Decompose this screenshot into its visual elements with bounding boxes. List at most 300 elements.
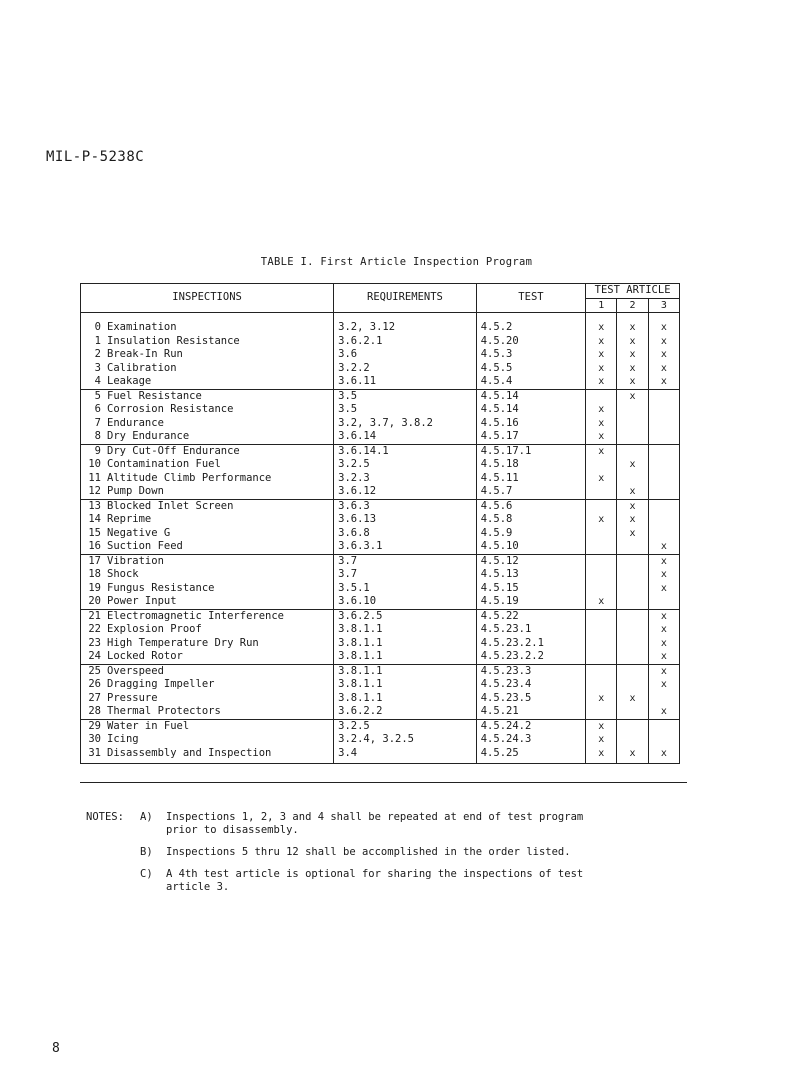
test-cell: 4.5.24.2 xyxy=(476,719,585,733)
inspection-name: Shock xyxy=(107,568,139,580)
inspection-number: 25 xyxy=(88,664,101,677)
inspection-number: 19 xyxy=(88,581,101,594)
requirement-cell: 3.4 xyxy=(334,747,477,764)
inspection-cell xyxy=(81,595,334,609)
inspection-cell xyxy=(81,389,334,403)
article-3-mark: x xyxy=(648,568,679,582)
article-2-mark: x xyxy=(617,375,648,389)
requirement-cell: 3.5.1 xyxy=(334,582,477,596)
requirement-cell: 3.6.14 xyxy=(334,430,477,444)
table-row xyxy=(81,348,680,362)
test-cell: 4.5.23.1 xyxy=(476,623,585,637)
inspection-number: 9 xyxy=(94,444,101,457)
inspection-name: Locked Rotor xyxy=(107,650,183,662)
table-row xyxy=(81,499,680,513)
note-b xyxy=(86,846,583,859)
article-3-mark: x xyxy=(648,623,679,637)
article-1-mark xyxy=(586,637,617,651)
article-2-mark: x xyxy=(617,747,648,764)
table-row xyxy=(81,692,680,706)
inspection-number: 1 xyxy=(94,334,101,347)
requirement-cell: 3.2, 3.12 xyxy=(334,321,477,335)
article-3-mark: x xyxy=(648,540,679,554)
table-row xyxy=(81,335,680,349)
table-row xyxy=(81,609,680,623)
article-2-mark xyxy=(617,403,648,417)
article-2-mark xyxy=(617,595,648,609)
inspection-cell xyxy=(81,678,334,692)
test-cell: 4.5.7 xyxy=(476,485,585,499)
inspection-cell xyxy=(81,582,334,596)
article-3-mark: x xyxy=(648,375,679,389)
article-1-mark xyxy=(586,389,617,403)
article-1-mark xyxy=(586,664,617,678)
inspection-number: 6 xyxy=(94,403,101,415)
inspection-name: Fuel Resistance xyxy=(107,389,202,402)
inspection-cell xyxy=(81,430,334,444)
requirement-cell: 3.6.2.5 xyxy=(334,609,477,623)
col-header-requirements: REQUIREMENTS xyxy=(334,284,477,313)
test-cell: 4.5.25 xyxy=(476,747,585,764)
inspection-cell xyxy=(81,554,334,568)
test-cell: 4.5.3 xyxy=(476,348,585,362)
test-cell: 4.5.20 xyxy=(476,335,585,349)
note-text: A 4th test article is optional for sharing the inspections of test xyxy=(166,868,584,880)
article-1-mark: x xyxy=(586,348,617,362)
requirement-cell: 3.8.1.1 xyxy=(334,692,477,706)
inspection-number: 30 xyxy=(88,733,101,745)
article-2-mark xyxy=(617,623,648,637)
inspection-name: Reprime xyxy=(107,513,152,525)
article-2-mark xyxy=(617,664,648,678)
col-header-article-2: 2 xyxy=(617,299,648,313)
note-c xyxy=(86,868,583,894)
inspection-name: Thermal Protectors xyxy=(107,705,221,717)
article-1-mark xyxy=(586,678,617,692)
table-row xyxy=(81,637,680,651)
table-row xyxy=(81,650,680,664)
requirement-cell: 3.6.10 xyxy=(334,595,477,609)
article-2-mark xyxy=(617,650,648,664)
article-3-mark xyxy=(648,472,679,486)
article-1-mark xyxy=(586,650,617,664)
inspection-name: Endurance xyxy=(107,416,164,429)
article-1-mark: x xyxy=(586,719,617,733)
requirement-cell: 3.8.1.1 xyxy=(334,678,477,692)
test-cell: 4.5.19 xyxy=(476,595,585,609)
table-row xyxy=(81,403,680,417)
requirement-cell: 3.6.14.1 xyxy=(334,444,477,458)
requirement-cell: 3.8.1.1 xyxy=(334,623,477,637)
article-3-mark xyxy=(648,444,679,458)
article-1-mark: x xyxy=(586,417,617,431)
article-2-mark xyxy=(617,417,648,431)
article-3-mark: x xyxy=(648,335,679,349)
test-cell: 4.5.4 xyxy=(476,375,585,389)
notes-heading: NOTES: xyxy=(86,811,124,823)
article-1-mark: x xyxy=(586,403,617,417)
article-3-mark xyxy=(648,389,679,403)
inspection-number: 28 xyxy=(88,705,101,717)
table-bottom-rule xyxy=(80,782,687,783)
col-header-article-3: 3 xyxy=(648,299,679,313)
inspection-number: 17 xyxy=(88,554,101,567)
article-3-mark xyxy=(648,499,679,513)
article-1-mark: x xyxy=(586,692,617,706)
article-1-mark xyxy=(586,568,617,582)
test-cell: 4.5.6 xyxy=(476,499,585,513)
test-cell: 4.5.23.3 xyxy=(476,664,585,678)
article-3-mark xyxy=(648,719,679,733)
article-3-mark xyxy=(648,692,679,706)
test-cell: 4.5.17.1 xyxy=(476,444,585,458)
requirement-cell: 3.6.11 xyxy=(334,375,477,389)
requirement-cell: 3.2, 3.7, 3.8.2 xyxy=(334,417,477,431)
test-cell: 4.5.5 xyxy=(476,362,585,376)
article-3-mark: x xyxy=(648,650,679,664)
article-1-mark: x xyxy=(586,362,617,376)
inspection-number: 4 xyxy=(94,375,101,387)
requirement-cell: 3.2.3 xyxy=(334,472,477,486)
article-1-mark: x xyxy=(586,472,617,486)
article-1-mark: x xyxy=(586,733,617,747)
table-row xyxy=(81,705,680,719)
inspection-number: 12 xyxy=(88,485,101,497)
article-1-mark xyxy=(586,485,617,499)
article-2-mark xyxy=(617,472,648,486)
table-row xyxy=(81,595,680,609)
test-cell: 4.5.22 xyxy=(476,609,585,623)
inspection-cell xyxy=(81,444,334,458)
article-2-mark xyxy=(617,582,648,596)
article-3-mark: x xyxy=(648,664,679,678)
requirement-cell: 3.6.3.1 xyxy=(334,540,477,554)
article-2-mark: x xyxy=(617,321,648,335)
article-3-mark: x xyxy=(648,678,679,692)
table-spacer-row xyxy=(81,313,680,322)
article-1-mark: x xyxy=(586,321,617,335)
test-cell: 4.5.8 xyxy=(476,513,585,527)
inspection-cell xyxy=(81,321,334,335)
test-cell: 4.5.24.3 xyxy=(476,733,585,747)
table-row xyxy=(81,540,680,554)
requirement-cell: 3.6.12 xyxy=(334,485,477,499)
col-header-test-article: TEST ARTICLE xyxy=(586,284,680,299)
inspection-name: Disassembly and Inspection xyxy=(107,746,272,759)
article-3-mark: x xyxy=(648,321,679,335)
article-1-mark: x xyxy=(586,375,617,389)
table-row xyxy=(81,527,680,541)
article-3-mark: x xyxy=(648,554,679,568)
table-row xyxy=(81,678,680,692)
article-1-mark xyxy=(586,527,617,541)
article-1-mark xyxy=(586,623,617,637)
article-2-mark: x xyxy=(617,458,648,472)
table-row xyxy=(81,568,680,582)
inspection-number: 26 xyxy=(88,678,101,690)
test-cell: 4.5.9 xyxy=(476,527,585,541)
article-3-mark: x xyxy=(648,609,679,623)
inspection-name: Pressure xyxy=(107,691,158,704)
inspection-name: Break-In Run xyxy=(107,348,183,360)
table-row xyxy=(81,485,680,499)
article-1-mark xyxy=(586,554,617,568)
note-a xyxy=(86,811,583,837)
inspection-cell xyxy=(81,609,334,623)
requirement-cell: 3.6.13 xyxy=(334,513,477,527)
inspection-name: High Temperature Dry Run xyxy=(107,636,259,649)
requirement-cell: 3.7 xyxy=(334,568,477,582)
inspection-cell xyxy=(81,650,334,664)
inspection-name: Dragging Impeller xyxy=(107,678,215,690)
article-3-mark xyxy=(648,595,679,609)
inspection-cell xyxy=(81,485,334,499)
inspection-name: Suction Feed xyxy=(107,540,183,552)
inspection-cell xyxy=(81,692,334,706)
article-2-mark xyxy=(617,554,648,568)
article-1-mark xyxy=(586,540,617,554)
article-1-mark xyxy=(586,458,617,472)
requirement-cell: 3.6.2.1 xyxy=(334,335,477,349)
inspection-cell xyxy=(81,499,334,513)
requirement-cell: 3.8.1.1 xyxy=(334,650,477,664)
inspection-name: Calibration xyxy=(107,361,177,374)
table-row xyxy=(81,747,680,764)
table-row xyxy=(81,513,680,527)
inspection-cell xyxy=(81,417,334,431)
inspection-cell xyxy=(81,513,334,527)
test-cell: 4.5.16 xyxy=(476,417,585,431)
requirement-cell: 3.6.3 xyxy=(334,499,477,513)
note-label: C) xyxy=(140,868,153,880)
article-2-mark xyxy=(617,637,648,651)
col-header-article-1: 1 xyxy=(586,299,617,313)
article-2-mark xyxy=(617,719,648,733)
requirement-cell: 3.7 xyxy=(334,554,477,568)
col-header-test: TEST xyxy=(476,284,585,313)
test-cell: 4.5.18 xyxy=(476,458,585,472)
inspection-number: 3 xyxy=(94,361,101,374)
inspection-name: Electromagnetic Interference xyxy=(107,609,285,622)
inspection-number: 8 xyxy=(94,430,101,442)
note-label: A) xyxy=(140,811,153,823)
article-3-mark xyxy=(648,430,679,444)
requirement-cell: 3.2.5 xyxy=(334,458,477,472)
article-3-mark: x xyxy=(648,362,679,376)
inspection-cell xyxy=(81,348,334,362)
inspection-number: 16 xyxy=(88,540,101,552)
article-1-mark: x xyxy=(586,335,617,349)
requirement-cell: 3.2.2 xyxy=(334,362,477,376)
requirement-cell: 3.5 xyxy=(334,389,477,403)
inspection-name: Leakage xyxy=(107,375,152,387)
requirement-cell: 3.8.1.1 xyxy=(334,637,477,651)
test-cell: 4.5.15 xyxy=(476,582,585,596)
table-row xyxy=(81,472,680,486)
inspection-name: Insulation Resistance xyxy=(107,334,240,347)
inspection-name: Fungus Resistance xyxy=(107,581,215,594)
page-number: 8 xyxy=(52,1041,60,1056)
inspection-number: 29 xyxy=(88,719,101,732)
inspection-name: Examination xyxy=(107,321,177,333)
inspection-name: Dry Endurance xyxy=(107,430,190,442)
article-2-mark xyxy=(617,568,648,582)
inspection-name: Icing xyxy=(107,733,139,745)
inspection-name: Blocked Inlet Screen xyxy=(107,499,234,512)
inspection-number: 21 xyxy=(88,609,101,622)
table-row xyxy=(81,582,680,596)
table-row xyxy=(81,430,680,444)
article-3-mark: x xyxy=(648,705,679,719)
article-1-mark: x xyxy=(586,595,617,609)
article-3-mark xyxy=(648,527,679,541)
requirement-cell: 3.8.1.1 xyxy=(334,664,477,678)
inspection-name: Altitude Climb Performance xyxy=(107,471,272,484)
table-row xyxy=(81,417,680,431)
inspection-number: 22 xyxy=(88,623,101,635)
inspection-number: 11 xyxy=(88,471,101,484)
inspection-name: Pump Down xyxy=(107,485,164,497)
inspection-cell xyxy=(81,719,334,733)
inspection-number: 15 xyxy=(88,526,101,539)
inspection-cell xyxy=(81,540,334,554)
article-2-mark: x xyxy=(617,348,648,362)
inspection-name: Power Input xyxy=(107,595,177,607)
article-3-mark xyxy=(648,417,679,431)
requirement-cell: 3.6.2.2 xyxy=(334,705,477,719)
test-cell: 4.5.14 xyxy=(476,389,585,403)
test-cell: 4.5.17 xyxy=(476,430,585,444)
article-3-mark xyxy=(648,403,679,417)
test-cell: 4.5.2 xyxy=(476,321,585,335)
article-2-mark xyxy=(617,733,648,747)
inspection-name: Overspeed xyxy=(107,664,164,677)
note-text-cont: article 3. xyxy=(166,881,230,893)
inspection-number: 5 xyxy=(94,389,101,402)
article-3-mark: x xyxy=(648,582,679,596)
table-row xyxy=(81,664,680,678)
inspection-cell xyxy=(81,527,334,541)
inspection-cell xyxy=(81,458,334,472)
article-2-mark xyxy=(617,540,648,554)
inspection-cell xyxy=(81,335,334,349)
article-1-mark xyxy=(586,499,617,513)
article-3-mark: x xyxy=(648,747,679,764)
inspection-number: 23 xyxy=(88,636,101,649)
requirement-cell: 3.2.4, 3.2.5 xyxy=(334,733,477,747)
inspection-number: 31 xyxy=(88,746,101,759)
test-cell: 4.5.23.5 xyxy=(476,692,585,706)
article-2-mark: x xyxy=(617,362,648,376)
inspection-cell xyxy=(81,472,334,486)
inspection-number: 18 xyxy=(88,568,101,580)
table-row xyxy=(81,362,680,376)
article-3-mark xyxy=(648,458,679,472)
test-cell: 4.5.21 xyxy=(476,705,585,719)
requirement-cell: 3.5 xyxy=(334,403,477,417)
table-row xyxy=(81,719,680,733)
inspection-cell xyxy=(81,705,334,719)
inspection-cell xyxy=(81,664,334,678)
requirement-cell: 3.2.5 xyxy=(334,719,477,733)
article-2-mark: x xyxy=(617,485,648,499)
inspection-cell xyxy=(81,403,334,417)
inspection-name: Dry Cut-Off Endurance xyxy=(107,444,240,457)
article-1-mark xyxy=(586,582,617,596)
article-2-mark: x xyxy=(617,692,648,706)
table-row xyxy=(81,321,680,335)
article-2-mark xyxy=(617,609,648,623)
article-3-mark xyxy=(648,485,679,499)
first-article-inspection-table xyxy=(80,283,680,764)
table-row xyxy=(81,554,680,568)
table-row xyxy=(81,733,680,747)
note-text: Inspections 5 thru 12 shall be accomplished in the order listed. xyxy=(166,846,571,858)
inspection-name: Corrosion Resistance xyxy=(107,403,234,415)
article-3-mark xyxy=(648,733,679,747)
inspection-number: 24 xyxy=(88,650,101,662)
table-row xyxy=(81,389,680,403)
article-2-mark: x xyxy=(617,389,648,403)
inspection-name: Contamination Fuel xyxy=(107,458,221,470)
inspection-number: 20 xyxy=(88,595,101,607)
article-2-mark xyxy=(617,444,648,458)
inspection-name: Negative G xyxy=(107,526,171,539)
test-cell: 4.5.12 xyxy=(476,554,585,568)
article-1-mark: x xyxy=(586,430,617,444)
inspection-cell xyxy=(81,747,334,764)
inspection-cell xyxy=(81,375,334,389)
table-caption: TABLE I. First Article Inspection Program xyxy=(260,256,533,268)
test-cell: 4.5.23.2.2 xyxy=(476,650,585,664)
test-cell: 4.5.13 xyxy=(476,568,585,582)
test-cell: 4.5.10 xyxy=(476,540,585,554)
article-2-mark: x xyxy=(617,335,648,349)
inspection-cell xyxy=(81,362,334,376)
article-1-mark: x xyxy=(586,444,617,458)
article-1-mark xyxy=(586,609,617,623)
article-1-mark xyxy=(586,705,617,719)
note-label: B) xyxy=(140,846,153,858)
inspection-number: 7 xyxy=(94,416,101,429)
inspection-cell xyxy=(81,568,334,582)
document-id: MIL-P-5238C xyxy=(46,149,145,165)
inspection-cell xyxy=(81,637,334,651)
col-header-inspections: INSPECTIONS xyxy=(81,284,334,313)
notes-section xyxy=(86,811,583,903)
article-1-mark: x xyxy=(586,513,617,527)
article-2-mark xyxy=(617,678,648,692)
inspection-number: 13 xyxy=(88,499,101,512)
article-2-mark: x xyxy=(617,513,648,527)
test-cell: 4.5.23.2.1 xyxy=(476,637,585,651)
note-text: Inspections 1, 2, 3 and 4 shall be repeated at end of test program xyxy=(166,811,584,823)
inspection-cell xyxy=(81,623,334,637)
table-row xyxy=(81,623,680,637)
table-row xyxy=(81,375,680,389)
article-2-mark: x xyxy=(617,527,648,541)
article-2-mark: x xyxy=(617,499,648,513)
table-row xyxy=(81,458,680,472)
article-2-mark xyxy=(617,430,648,444)
inspection-number: 14 xyxy=(88,513,101,525)
article-3-mark: x xyxy=(648,348,679,362)
test-cell: 4.5.11 xyxy=(476,472,585,486)
inspection-number: 0 xyxy=(94,321,101,333)
requirement-cell: 3.6.8 xyxy=(334,527,477,541)
test-cell: 4.5.23.4 xyxy=(476,678,585,692)
article-1-mark: x xyxy=(586,747,617,764)
